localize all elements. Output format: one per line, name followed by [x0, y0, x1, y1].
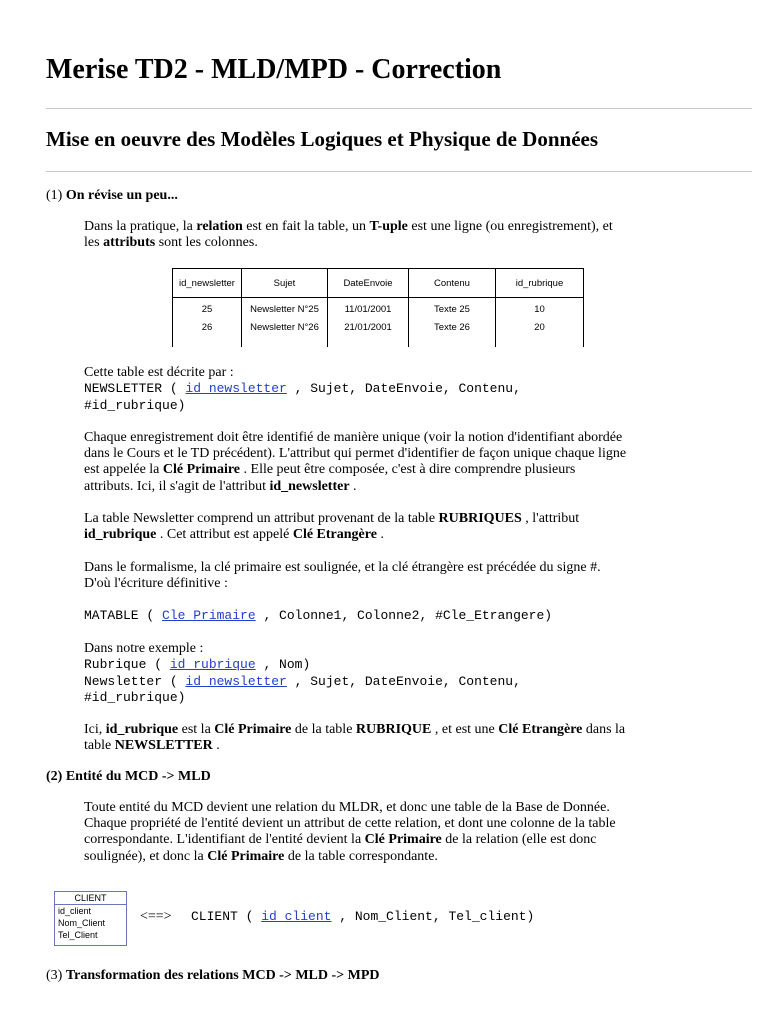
table-cell: 20 [496, 320, 584, 347]
example-block: Dans notre exemple : Rubrique ( id_rubrique , Nom) Newsletter ( id_newsletter , Sujet, DateEnvoie, Contenu, #id_rubrique) [84, 641, 704, 707]
section-number: (1) [46, 188, 63, 203]
table-header-row [173, 269, 584, 298]
table-cell: 26 [173, 320, 242, 347]
equivalence-arrow: <==> [140, 909, 172, 924]
section-title: Transformation des relations MCD -> MLD -> MPD [65, 968, 380, 983]
divider [46, 108, 752, 109]
table-cell: 25 [173, 298, 242, 321]
table-cell: Texte 26 [409, 320, 496, 347]
client-entity-box [54, 891, 127, 946]
client-relation: CLIENT ( id_client , Nom_Client, Tel_client) [191, 909, 535, 924]
entity-attribute: id_client [58, 906, 92, 916]
table-cell: Newsletter N°25 [242, 298, 328, 321]
column-header: id_rubrique [496, 269, 584, 298]
table-row [173, 298, 584, 321]
primary-key-link[interactable]: id_client [261, 909, 332, 924]
primary-key-link[interactable]: id_rubrique [169, 657, 256, 673]
entity-attribute: Tel_Client [58, 930, 98, 940]
paragraph-formalism: Dans le formalisme, la clé primaire est soulignée, et la clé étrangère est précédée du signe #. D'où l'écriture définitive : [84, 560, 601, 592]
column-header: Sujet [242, 269, 328, 298]
paragraph-primary-key: Chaque enregistrement doit être identifié de manière unique (voir la notion d'identifiant abordée dans le Cours et le TD précédent). L'attribut qui permet d'identifier de façon unique chaque ligne est appelée la Clé Primaire . Elle peut être composée, c'est à dire comprendre plusieurs attributs. Ici, il s'agit de l'attribut id_newsletter . [84, 430, 627, 494]
column-header: Contenu [409, 269, 496, 298]
table-cell: 21/01/2001 [328, 320, 409, 347]
table-row [173, 320, 584, 347]
example-intro: Dans notre exemple : [84, 641, 204, 656]
entity-attribute: Nom_Client [58, 918, 106, 928]
paragraph-entity-rule: Toute entité du MCD devient une relation du MLDR, et donc une table de la Base de Donnée. Chaque propriété de l'entité devient un attribut de cette relation, et dont une colonne de la table correspondante. L'identifiant de l'entité devient la Clé Primaire de la relation (elle est donc soulignée), et donc la Clé Primaire de la table correspondante. [84, 800, 616, 864]
paragraph-foreign-key: La table Newsletter comprend un attribut provenant de la table RUBRIQUES , l'attribut id_rubrique . Cet attribut est appelé Clé Etrangère . [84, 511, 580, 543]
column-header: id_newsletter [173, 269, 242, 298]
section-3-heading [46, 967, 380, 985]
primary-key-link[interactable]: id_newsletter [185, 673, 287, 689]
table-cell: Texte 25 [409, 298, 496, 321]
table-cell: Newsletter N°26 [242, 320, 328, 347]
table-description: Cette table est décrite par : NEWSLETTER ( id_newsletter , Sujet, DateEnvoie, Contenu, #id_rubrique) [84, 365, 704, 414]
section-number: (3) [46, 968, 63, 983]
section-1-heading [46, 187, 178, 205]
paragraph-relation: Dans la pratique, la relation est en fait la table, un T-uple est une ligne (ou enregistrement), et les attributs sont les colonnes. [84, 219, 613, 251]
page-subtitle: Mise en oeuvre des Modèles Logiques et Physique de Données [46, 127, 599, 151]
table-cell: 11/01/2001 [328, 298, 409, 321]
primary-key-link[interactable]: Cle_Primaire [162, 608, 256, 623]
section-title: (2) Entité du MCD -> MLD [46, 769, 211, 784]
section-title: On révise un peu... [65, 188, 178, 203]
newsletter-table [172, 268, 584, 347]
divider [46, 171, 752, 172]
primary-key-link[interactable]: id_newsletter [185, 381, 287, 397]
description-intro: Cette table est décrite par : [84, 365, 234, 380]
section-2-heading [46, 768, 211, 786]
table-cell: 10 [496, 298, 584, 321]
page-title: Merise TD2 - MLD/MPD - Correction [46, 54, 502, 85]
matable-definition: MATABLE ( Cle_Primaire , Colonne1, Colonne2, #Cle_Etrangere) [84, 608, 553, 623]
entity-name: CLIENT [55, 892, 126, 905]
column-header: DateEnvoie [328, 269, 409, 298]
paragraph-example-summary: Ici, id_rubrique est la Clé Primaire de la table RUBRIQUE , et est une Clé Etrangère dans la table NEWSLETTER . [84, 722, 626, 754]
